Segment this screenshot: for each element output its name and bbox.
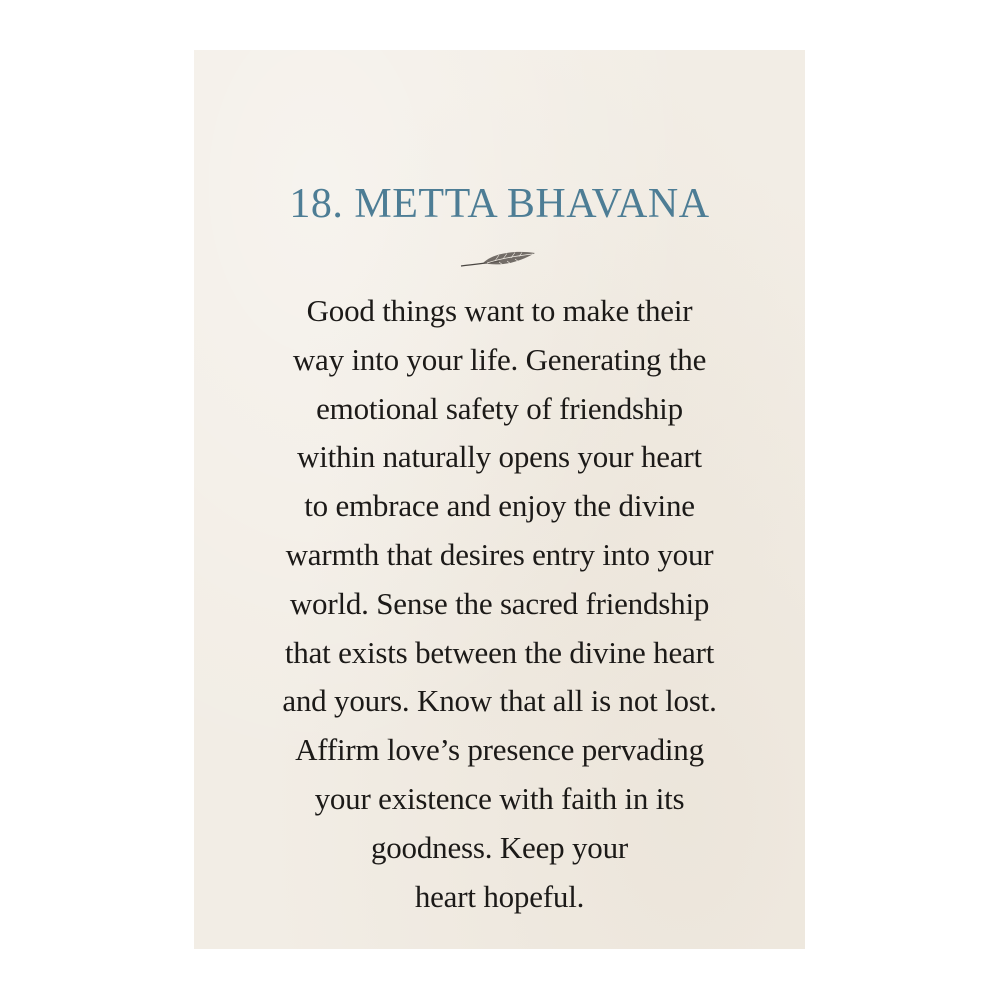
body-line: way into your life. Generating the	[292, 341, 707, 377]
body-line: within naturally opens your heart	[297, 439, 702, 475]
body-line: warmth that desires entry into your	[285, 536, 714, 572]
body-line: and yours. Know that all is not lost.	[282, 683, 717, 719]
body-line: emotional safety of friendship	[316, 390, 683, 426]
body-line: to embrace and enjoy the divine	[304, 488, 695, 524]
card	[194, 50, 805, 949]
card-body	[194, 287, 805, 921]
body-line: that exists between the divine heart	[284, 634, 715, 670]
feather-icon	[459, 250, 539, 272]
body-line: your existence with faith in its	[314, 780, 685, 816]
body-line: heart hopeful.	[414, 878, 585, 914]
body-line: Good things want to make their	[306, 293, 693, 328]
body-line: world. Sense the sacred friendship	[289, 585, 710, 621]
body-line: goodness. Keep your	[370, 829, 629, 865]
body-line: Affirm love’s presence pervading	[295, 732, 704, 768]
card-title: 18. METTA BHAVANA	[289, 181, 710, 227]
